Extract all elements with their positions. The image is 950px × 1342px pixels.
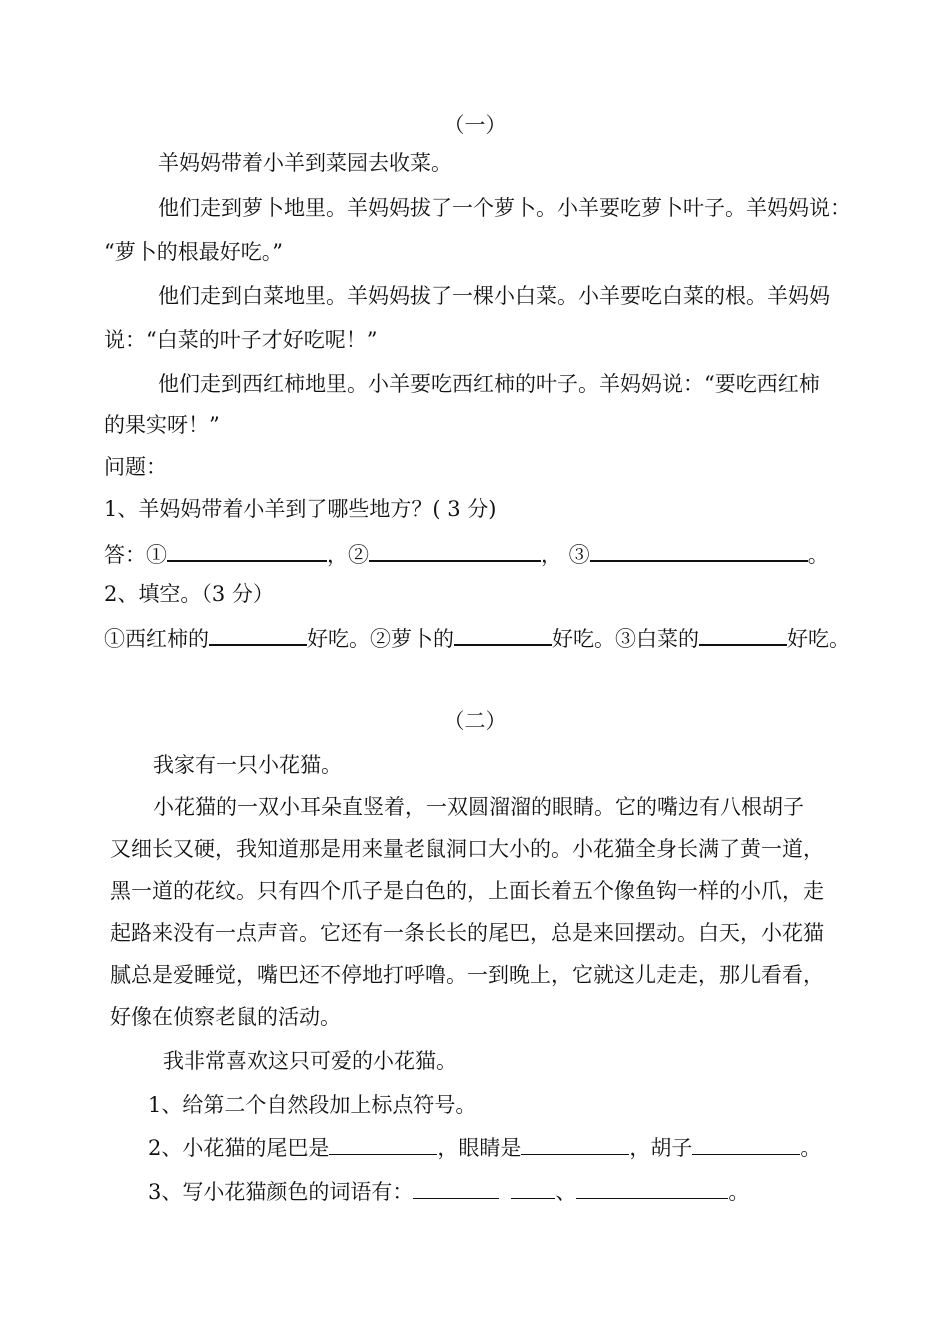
paragraph: 羊妈妈带着小羊到菜园去收菜。 bbox=[158, 151, 452, 175]
paragraph: 我非常喜欢这只可爱的小花猫。 bbox=[163, 1049, 457, 1073]
fill-blank-2[interactable] bbox=[454, 622, 552, 646]
answer-1-line bbox=[104, 538, 829, 570]
question-2: 2、填空。（3 分） bbox=[104, 582, 274, 606]
fill-blank-tail[interactable] bbox=[329, 1134, 437, 1155]
fill-in-text: 好吃。③白菜的 bbox=[552, 627, 699, 651]
fill-blank-whiskers[interactable] bbox=[692, 1134, 800, 1155]
paragraph: 我家有一只小花猫。 bbox=[153, 753, 342, 777]
question-text: ，眼睛是 bbox=[437, 1136, 522, 1160]
question-text: 。 bbox=[728, 1180, 750, 1204]
paragraph: 起路来没有一点声音。它还有一条长长的尾巴，总是来回摆动。白天，小花猫 bbox=[110, 921, 824, 945]
question-3-line bbox=[148, 1177, 749, 1207]
fill-in-text: 好吃。②萝卜的 bbox=[307, 627, 454, 651]
question-text: 。 bbox=[800, 1136, 822, 1160]
answer-prefix: 答：① bbox=[104, 543, 167, 567]
fill-blank-color-1[interactable] bbox=[413, 1178, 499, 1199]
paragraph: 腻总是爱睡觉，嘴巴还不停地打呼噜。一到晚上，它就这儿走走，那儿看看， bbox=[110, 963, 824, 987]
fill-blank-3[interactable] bbox=[699, 622, 787, 646]
paragraph: 小花猫的一双小耳朵直竖着，一双圆溜溜的眼睛。它的嘴边有八根胡子 bbox=[153, 795, 804, 819]
paragraph: 他们走到西红柿地里。小羊要吃西红柿的叶子。羊妈妈说：“要吃西红柿 bbox=[158, 372, 820, 396]
question-text: 3、写小花猫颜色的词语有： bbox=[148, 1180, 414, 1204]
questions-label: 问题： bbox=[104, 455, 167, 479]
fill-blank-color-3[interactable] bbox=[576, 1178, 728, 1199]
paragraph: 他们走到白菜地里。羊妈妈拔了一棵小白菜。小羊要吃白菜的根。羊妈妈 bbox=[158, 284, 830, 308]
question-1: 1、羊妈妈带着小羊到了哪些地方？( 3 分) bbox=[104, 497, 497, 521]
paragraph: 他们走到萝卜地里。羊妈妈拔了一个萝卜。小羊要吃萝卜叶子。羊妈妈说： bbox=[158, 196, 851, 220]
fill-blank-1[interactable] bbox=[209, 622, 307, 646]
question-text: ，胡子 bbox=[629, 1136, 693, 1160]
paragraph: 的果实呀！” bbox=[104, 413, 220, 437]
question-text: 2、小花猫的尾巴是 bbox=[148, 1136, 330, 1160]
fill-blank-eyes[interactable] bbox=[521, 1134, 629, 1155]
paragraph: 黑一道的花纹。只有四个爪子是白色的，上面长着五个像鱼钩一样的小爪，走 bbox=[110, 879, 824, 903]
paragraph: 好像在侦察老鼠的活动。 bbox=[110, 1005, 341, 1029]
answer-end: 。 bbox=[807, 543, 829, 567]
section1-heading: （一） bbox=[443, 113, 507, 137]
question-1: 1、给第二个自然段加上标点符号。 bbox=[148, 1093, 477, 1117]
fill-in-text: 好吃。 bbox=[787, 627, 850, 651]
fill-blank-color-2[interactable] bbox=[511, 1178, 555, 1199]
question-text: 、 bbox=[555, 1180, 577, 1204]
answer-blank-3[interactable] bbox=[590, 538, 808, 562]
paragraph: 说：“白菜的叶子才好吃呢！” bbox=[104, 328, 378, 352]
section2-heading: （二） bbox=[443, 709, 507, 733]
question-2-line bbox=[148, 1133, 821, 1163]
fill-in-line bbox=[104, 622, 850, 654]
fill-in-text: ①西红柿的 bbox=[104, 627, 209, 651]
answer-blank-1[interactable] bbox=[167, 538, 327, 562]
paragraph: “萝卜的根最好吃。” bbox=[104, 240, 283, 264]
answer-separator: ， ③ bbox=[541, 543, 590, 567]
answer-separator: ，② bbox=[327, 543, 369, 567]
answer-blank-2[interactable] bbox=[369, 538, 541, 562]
paragraph: 又细长又硬，我知道那是用来量老鼠洞口大小的。小花猫全身长满了黄一道， bbox=[110, 837, 824, 861]
